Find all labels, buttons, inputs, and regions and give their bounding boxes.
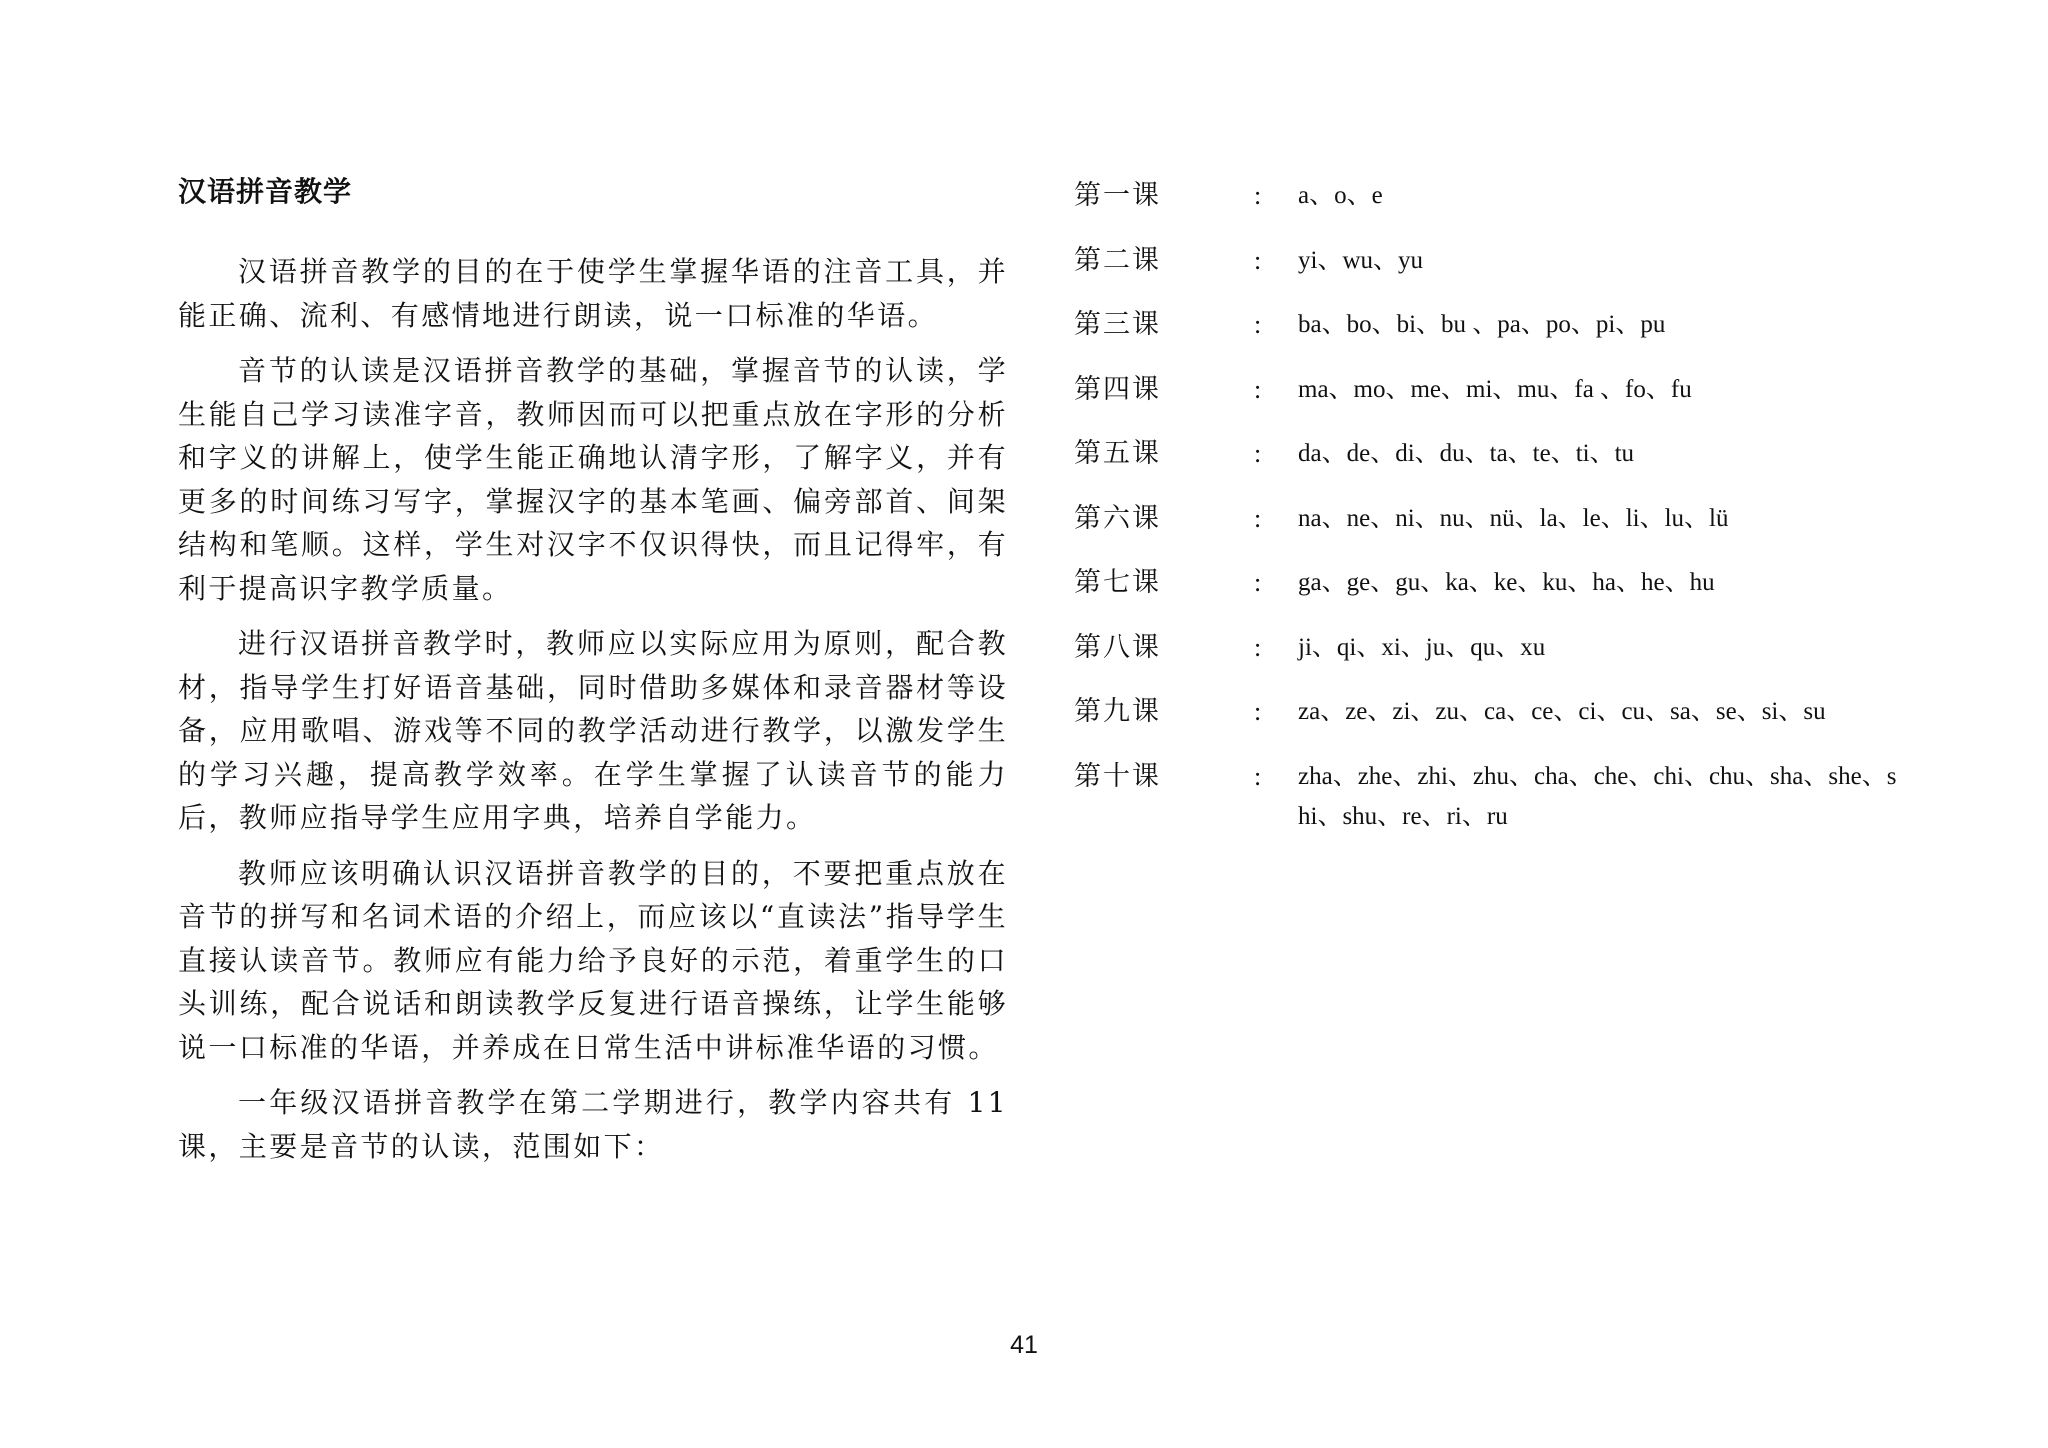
lesson-row	[1074, 305, 1974, 370]
lesson-name: 第四课	[1074, 373, 1161, 405]
lesson-row	[1074, 499, 1974, 564]
lesson-syllables: a、o、e	[1298, 182, 1383, 209]
lesson-name: 第九课	[1074, 696, 1161, 727]
lesson-name: 第八课	[1074, 631, 1161, 663]
lesson-name: 第十课	[1074, 760, 1161, 792]
lesson-colon: :	[1254, 439, 1262, 468]
lesson-row	[1074, 176, 1974, 241]
left-column	[178, 172, 1008, 1180]
lesson-colon: :	[1254, 503, 1262, 533]
lesson-name: 第五课	[1074, 438, 1161, 469]
lesson-syllables: za、ze、zi、zu、ca、ce、ci、cu、sa、se、si、su	[1298, 698, 1826, 725]
lesson-name: 第三课	[1074, 309, 1161, 340]
lesson-syllables: yi、wu、yu	[1298, 246, 1424, 274]
lesson-name: 第六课	[1074, 502, 1161, 534]
lesson-syllables: ji、qi、xi、ju、qu、xu	[1298, 633, 1546, 661]
lesson-name: 第七课	[1074, 567, 1161, 598]
lesson-colon: :	[1254, 245, 1262, 275]
lesson-syllables: da、de、di、du、ta、te、ti、tu	[1298, 440, 1635, 467]
lesson-row	[1074, 241, 1974, 306]
paragraph-direct-reading: 教师应该明确认识汉语拼音教学的目的，不要把重点放在音节的拼写和名词术语的介绍上，而应该以“直读法”指导学生直接认读音节。教师应有能力给予良好的示范，着重学生的口头训练，配合说话和朗读教学反复进行语音操练，让学生能够说一口标准的华语，并养成在日常生活中讲标准华语的习惯。	[178, 856, 1008, 1064]
section-title: 汉语拼音教学	[178, 175, 353, 208]
lesson-syllables: ba、bo、bi、bu 、pa、po、pi、pu	[1298, 311, 1666, 338]
lesson-colon: :	[1254, 374, 1262, 404]
lesson-name: 第一课	[1074, 180, 1161, 211]
lesson-colon: :	[1254, 761, 1262, 791]
paragraph-purpose: 汉语拼音教学的目的在于使学生掌握华语的注音工具，并能正确、流利、有感情地进行朗读，说一口标准的华语。	[178, 255, 1008, 332]
lesson-colon: :	[1254, 632, 1262, 662]
lesson-syllables: ma、mo、me、mi、mu、fa 、fo、fu	[1298, 375, 1692, 403]
lesson-syllables: zha、zhe、zhi、zhu、cha、che、chi、chu、sha、she、shi、shu、re、ri、ru	[1298, 762, 1897, 830]
lesson-name: 第二课	[1074, 244, 1161, 276]
lesson-row	[1074, 628, 1974, 693]
paragraph-scope: 一年级汉语拼音教学在第二学期进行，教学内容共有 11 课，主要是音节的认读，范围如下：	[178, 1086, 1008, 1163]
lesson-row	[1074, 370, 1974, 435]
lesson-colon: :	[1254, 181, 1262, 210]
lesson-syllables: na、ne、ni、nu、nü、la、le、li、lu、lü	[1298, 504, 1729, 532]
lesson-colon: :	[1254, 568, 1262, 597]
lesson-list	[1074, 176, 1974, 837]
lesson-colon: :	[1254, 310, 1262, 339]
paragraph-syllable-reading: 音节的认读是汉语拼音教学的基础，掌握音节的认读，学生能自己学习读准字音，教师因而可以把重点放在字形的分析和字义的讲解上，使学生能正确地认清字形，了解字义，并有更多的时间练习写字，掌握汉字的基本笔画、偏旁部首、间架结构和笔顺。这样，学生对汉字不仅识得快，而且记得牢，有利于提高识字教学质量。	[178, 354, 1008, 605]
page-number: 41	[1010, 1331, 1038, 1359]
paragraph-teaching-method: 进行汉语拼音教学时，教师应以实际应用为原则，配合教材，指导学生打好语音基础，同时借助多媒体和录音器材等设备，应用歌唱、游戏等不同的教学活动进行教学，以激发学生的学习兴趣，提高教学效率。在学生掌握了认读音节的能力后，教师应指导学生应用字典，培养自学能力。	[178, 627, 1008, 834]
lesson-colon: :	[1254, 697, 1262, 726]
lesson-row	[1074, 434, 1974, 499]
lesson-row	[1074, 563, 1974, 628]
lesson-syllables: ga、ge、gu、ka、ke、ku、ha、he、hu	[1298, 569, 1715, 596]
lesson-row	[1074, 692, 1974, 757]
lesson-row	[1074, 757, 1974, 837]
